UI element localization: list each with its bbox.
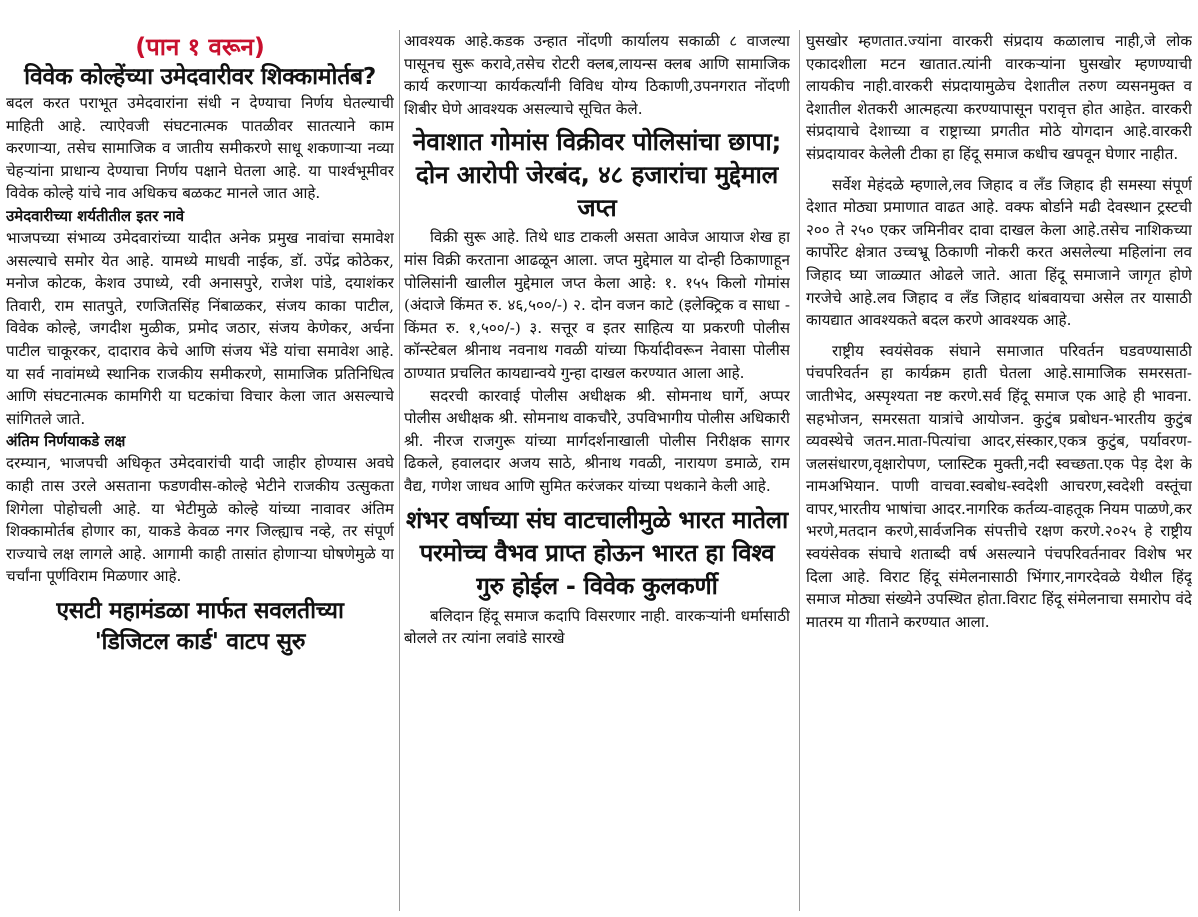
article-paragraph: सदरची कारवाई पोलीस अधीक्षक श्री. सोमनाथ घार्गे, अप्पर पोलीस अधीक्षक श्री. सोमनाथ वाकचौरे, उपविभागीय पोलीस अधिकारी श्री. नीरज राजगुरू यांच्या मार्गदर्शनाखाली पोलीस निरीक्षक सागर ढिकले, हवालदार अजय साठे, श्रीनाथ गवळी, नारायण डमाळे, राम वैद्य, गणेश जाधव आणि सुमित करंजकर यांच्या पथकाने केली आहे. <box>404 386 790 495</box>
article-paragraph: विक्री सुरू आहे. तिथे धाड टाकली असता आवेज आयाज शेख हा मांस विक्री करताना आढळून आला. जप्त मुद्देमाल या दोन्ही ठिकाणाहून पोलिसांनी खालील मुद्देमाल जप्त केला आहे: १. १५५ किलो गोमांस (अंदाजे किंमत रु. ४६,५००/-) २. दोन वजन काटे (इलेक्ट्रिक व साधा - किंमत रु. १,५००/-) ३. सत्तूर व इतर साहित्य या प्रकरणी पोलीस कॉन्स्टेबल श्रीनाथ नवनाथ गवळी यांच्या फिर्यादीवरून नेवासा पोलीस ठाण्यात प्रचलित कायद्यान्वये गुन्हा दाखल करण्यात आला आहे. <box>404 228 790 382</box>
subheading-other-names: उमेदवारीच्या शर्यतीतील इतर नावे <box>6 206 185 225</box>
article-paragraph: बलिदान हिंदू समाज कदापि विसरणार नाही. वारकऱ्यांनी धर्मासाठी बोलले तर त्यांना लवांडे सारखे <box>404 606 790 648</box>
headline-line: 'डिजिटल कार्ड' वाटप सुरु <box>94 628 306 655</box>
article-paragraph: राष्ट्रीय स्वयंसेवक संघाने समाजात परिवर्तन घडवण्यासाठी पंचपरिवर्तन हा कार्यक्रम हाती घेतला आहे.सामाजिक समरसता-जातीभेद, अस्पृश्यता नष्ट करणे.सर्व हिंदू समाज एक आहे ही भावना. सहभोजन, समरसता यात्रांचे आयोजन. कुटुंब प्रबोधन-भारतीय कुटुंब व्यवस्थेचे जतन.माता-पित्यांचा आदर,संस्कार,एकत्र कुटुंब, पर्यावरण-जलसंधारण,वृक्षारोपण, प्लास्टिक मुक्ती,नदी स्वच्छता.एक पेड़ देश के नामअभियान. पाणी वाचवा.स्वबोध-स्वदेशी आचरण,स्वदेशी वस्तूंचा वापर,भारतीय भाषांचा आदर.नागरिक कर्तव्य-वाहतूक नियम पाळणे,कर भरणे,मतदान करणे,सार्वजनिक संपत्तीचे रक्षण करणे.२०२५ हे राष्ट्रीय स्वयंसेवक संघाचे शताब्दी वर्ष असल्याने पंचपरिवर्तनावर विशेष भर दिला आहे. विराट हिंदू संमेलनासाठी भिंगार,नागरदेवळे येथील हिंदू समाज मोठ्या संख्येने उपस्थित होता.विराट हिंदू संमेलनाचा समारोप वंदे मातरम या गीताने करण्यात आला. <box>806 341 1192 631</box>
article-headline-kolhe: विवेक कोल्हेंच्या उमेदवारीवर शिक्कामोर्तब? <box>24 64 376 90</box>
column-divider-left <box>399 30 400 911</box>
continued-from-label: (पान १ वरून) <box>135 33 265 61</box>
headline-line: एसटी महामंडळा मार्फत सवलतीच्या <box>56 597 344 624</box>
article-paragraph: घुसखोर म्हणतात.ज्यांना वारकरी संप्रदाय कळालाच नाही,जे लोक एकादशीला मटन खातात.त्यांनी वारकऱ्यांना घुसखोर म्हणण्याची लायकीच नाही.वारकरी संप्रदायामुळेच देशातील तरुण व्यसनमुक्त व देशातील शेतकरी आत्महत्या करण्यापासून परावृत्त होत आहेत. वारकरी संप्रदायाचे देशाच्या व राष्ट्राच्या प्रगतीत मोठे योगदान आहे.वारकरी संप्रदायावर केलेली टीका हा हिंदू समाज कधीच खपवून घेणार नाहीत. <box>806 32 1192 163</box>
article-headline-st-card <box>6 596 394 658</box>
column-middle <box>404 30 790 911</box>
article-paragraph: आवश्यक आहे.कडक उन्हात नोंदणी कार्यालय सकाळी ८ वाजल्या पासूनच सुरू करावे,तसेच रोटरी क्लब,लायन्स क्लब आणि सामाजिक कार्य करणाऱ्या कार्यकर्त्यांनी विविध योग्य ठिकाणी,उपनगरात नोंदणी शिबीर घेणे आवश्यक असल्याचे सूचित केले. <box>404 32 790 118</box>
article-paragraph: भाजपच्या संभाव्य उमेदवारांच्या यादीत अनेक प्रमुख नावांचा समावेश असल्याचे समोर येत आहे. यामध्ये माधवी नाईक, डॉ. उपेंद्र कोठेकर, मनोज कोटक, केशव उपाध्ये, रवी अनासपुरे, राजेश पांडे, दयाशंकर तिवारी, राम सातपुते, रणजितसिंह निंबाळकर, संजय काका पाटील, विवेक कोल्हे, जगदीश मुळीक, प्रमोद जठार, संजय केणेकर, अर्चना पाटील चाकूरकर, दादाराव केचे आणि संजय भेंडे यांचा समावेश आहे. या सर्व नावांमध्ये स्थानिक राजकीय समीकरणे, सामाजिक प्रतिनिधित्व आणि संघटनात्मक कामगिरी या घटकांचा विचार केला जात असल्याचे सांगितले जाते. <box>6 228 394 428</box>
article-paragraph: बदल करत पराभूत उमेदवारांना संधी न देण्याचा निर्णय घेतल्याची माहिती आहे. त्याऐवजी संघटनात्मक पातळीवर सातत्याने काम करणाऱ्या, तसेच सामाजिक व जातीय समीकरणे साधू शकणाऱ्या नव्या चेहऱ्यांना प्राधान्य देण्याचा निर्णय पक्षाने घेतला आहे. या पार्श्वभूमीवर विवेक कोल्हे यांचे नाव अधिकच बळकट मानले जात आहे. <box>6 94 394 203</box>
column-left <box>6 30 394 911</box>
column-right <box>806 30 1192 911</box>
article-headline-kulkarni: शंभर वर्षाच्या संघ वाटचालीमुळे भारत मातेला परमोच्च वैभव प्राप्त होऊन भारत हा विश्व गुरु होईल - विवेक कुलकर्णी <box>406 505 788 600</box>
subheading-final-decision: अंतिम निर्णयाकडे लक्ष <box>6 432 126 451</box>
article-paragraph: दरम्यान, भाजपची अधिकृत उमेदवारांची यादी जाहीर होण्यास अवघे काही तास उरले असताना फडणवीस-कोल्हे भेटीने राजकीय उत्सुकता शिगेला पोहोचली आहे. या भेटीमुळे कोल्हे यांच्या नावावर अंतिम शिक्कामोर्तब होणार का, याकडे केवळ नगर जिल्ह्याच नव्हे, तर संपूर्ण राज्याचे लक्ष लागले आहे. आगामी काही तासांत होणाऱ्या घोषणेमुळे या चर्चांना पूर्णविराम मिळणार आहे. <box>6 454 394 586</box>
column-divider-right <box>799 30 800 911</box>
article-paragraph: सर्वेश मेहंदळे म्हणाले,लव जिहाद व लँड जिहाद ही समस्या संपूर्ण देशात मोठ्या प्रमाणात वाढत आहे. वक्फ बोर्डाने मढी देवस्थान ट्रस्टची २०० ते २५० एकर जमिनीवर दावा दाखल केला आहे.तसेच नाशिकच्या कार्पोरेट क्षेत्रात उच्चभ्रू ठिकाणी नोकरी करत असलेल्या महिलांना लव जिहाद घ्या जाळ्यात ओढले जाते. आता हिंदू समाजाने जागृत होणे गरजेचे आहे.लव जिहाद व लँड जिहाद थांबवायचा असेल तर यासाठी कायद्यात आवश्यकते बदल करणे आवश्यक आहे. <box>806 175 1192 330</box>
article-headline-nevasa: नेवाशात गोमांस विक्रीवर पोलिसांचा छापा; दोन आरोपी जेरबंद, ४८ हजारांचा मुद्देमाल जप्त <box>412 127 782 223</box>
